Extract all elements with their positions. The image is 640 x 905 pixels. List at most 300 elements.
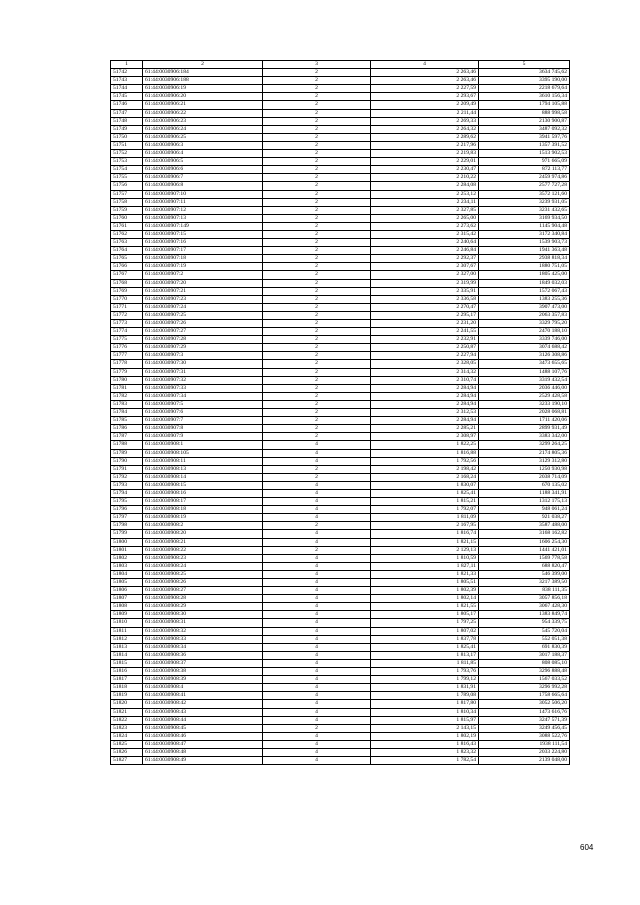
table-row xyxy=(111,230,570,238)
table-row xyxy=(111,190,570,198)
value-cell: 2 227,94 xyxy=(371,352,479,360)
cadastral-number-cell: 61:44:0030907:8 xyxy=(143,425,263,433)
category-cell: 2 xyxy=(263,320,371,328)
row-number-cell: 51746 xyxy=(111,101,143,109)
value-cell: 1 797,25 xyxy=(371,619,479,627)
row-number-cell: 51779 xyxy=(111,368,143,376)
cadastral-number-cell: 61:44:0030906:184 xyxy=(143,69,263,77)
category-cell: 2 xyxy=(263,93,371,101)
cadastral-number-cell: 61:44:0030907:11 xyxy=(143,198,263,206)
amount-cell: 3126 308,86 xyxy=(479,352,570,360)
value-cell: 2 227,59 xyxy=(371,85,479,93)
page-number: 604 xyxy=(580,843,594,852)
category-cell: 2 xyxy=(263,158,371,166)
value-cell: 2 328,05 xyxy=(371,360,479,368)
cadastral-number-cell: 61:44:0030908:22 xyxy=(143,546,263,554)
category-cell: 2 xyxy=(263,271,371,279)
amount-cell: 1539 903,73 xyxy=(479,239,570,247)
value-cell: 2 310,74 xyxy=(371,376,479,384)
amount-cell: 1880 751,05 xyxy=(479,263,570,271)
amount-cell: 921 038,27 xyxy=(479,514,570,522)
table-row xyxy=(111,425,570,433)
cadastral-number-cell: 61:44:0030907:149 xyxy=(143,222,263,230)
row-number-cell: 51751 xyxy=(111,141,143,149)
amount-cell: 545 720,04 xyxy=(479,627,570,635)
category-cell: 4 xyxy=(263,538,371,546)
cadastral-number-cell: 61:44:0030908:31 xyxy=(143,619,263,627)
row-number-cell: 51809 xyxy=(111,611,143,619)
amount-cell: 3907 473,00 xyxy=(479,303,570,311)
cadastral-number-cell: 61:44:0030906:3 xyxy=(143,141,263,149)
value-cell: 1 810,59 xyxy=(371,554,479,562)
row-number-cell: 51802 xyxy=(111,554,143,562)
value-cell: 2 209,49 xyxy=(371,101,479,109)
row-number-cell: 51817 xyxy=(111,676,143,684)
cadastral-number-cell: 61:44:0030908:30 xyxy=(143,611,263,619)
cadastral-number-cell: 61:44:0030906:4 xyxy=(143,150,263,158)
category-cell: 4 xyxy=(263,595,371,603)
row-number-cell: 51818 xyxy=(111,684,143,692)
row-number-cell: 51813 xyxy=(111,643,143,651)
value-cell: 2 229,01 xyxy=(371,158,479,166)
value-cell: 2 240,64 xyxy=(371,239,479,247)
amount-cell: 3247 571,39 xyxy=(479,716,570,724)
value-cell: 2 198,42 xyxy=(371,465,479,473)
value-cell: 2 253,12 xyxy=(371,190,479,198)
value-cell: 2 335,91 xyxy=(371,287,479,295)
table-row xyxy=(111,546,570,554)
category-cell: 2 xyxy=(263,425,371,433)
cadastral-number-cell: 61:44:0030907:10 xyxy=(143,190,263,198)
row-number-cell: 51748 xyxy=(111,117,143,125)
row-number-cell: 51776 xyxy=(111,344,143,352)
row-number-cell: 51767 xyxy=(111,271,143,279)
table-row xyxy=(111,700,570,708)
cadastral-number-cell: 61:44:0030908:11 xyxy=(143,457,263,465)
table-row xyxy=(111,295,570,303)
row-number-cell: 51768 xyxy=(111,279,143,287)
cadastral-number-cell: 61:44:0030907:23 xyxy=(143,295,263,303)
value-cell: 2 129,13 xyxy=(371,546,479,554)
table-row xyxy=(111,109,570,117)
category-cell: 2 xyxy=(263,352,371,360)
row-number-cell: 51789 xyxy=(111,449,143,457)
amount-cell: 2038 714,09 xyxy=(479,473,570,481)
table-row xyxy=(111,303,570,311)
row-number-cell: 51827 xyxy=(111,757,143,765)
row-number-cell: 51799 xyxy=(111,530,143,538)
row-number-cell: 51794 xyxy=(111,489,143,497)
cadastral-number-cell: 61:44:0030908:1 xyxy=(143,441,263,449)
cadastral-number-cell: 61:44:0030908:19 xyxy=(143,514,263,522)
value-cell: 2 319,99 xyxy=(371,279,479,287)
table-row xyxy=(111,174,570,182)
value-cell: 1 823,32 xyxy=(371,748,479,756)
cadastral-number-cell: 61:44:0030907:17 xyxy=(143,247,263,255)
category-cell: 2 xyxy=(263,400,371,408)
category-cell: 2 xyxy=(263,279,371,287)
category-cell: 4 xyxy=(263,668,371,676)
category-cell: 2 xyxy=(263,522,371,530)
row-number-cell: 51825 xyxy=(111,740,143,748)
row-number-cell: 51784 xyxy=(111,409,143,417)
value-cell: 2 263,46 xyxy=(371,69,479,77)
cadastral-number-cell: 61:44:0030907:34 xyxy=(143,392,263,400)
amount-cell: 3487 092,32 xyxy=(479,125,570,133)
table-row xyxy=(111,344,570,352)
row-number-cell: 51778 xyxy=(111,360,143,368)
value-cell: 1 799,12 xyxy=(371,676,479,684)
cadastral-number-cell: 61:44:0030908:32 xyxy=(143,627,263,635)
amount-cell: 872 113,77 xyxy=(479,166,570,174)
amount-cell: 1383 255,36 xyxy=(479,295,570,303)
amount-cell: 1513 902,53 xyxy=(479,150,570,158)
category-cell: 4 xyxy=(263,643,371,651)
table-row xyxy=(111,166,570,174)
category-cell: 4 xyxy=(263,530,371,538)
cadastral-number-cell: 61:44:0030907:33 xyxy=(143,384,263,392)
table-row xyxy=(111,360,570,368)
row-number-cell: 51820 xyxy=(111,700,143,708)
category-cell: 2 xyxy=(263,230,371,238)
row-number-cell: 51819 xyxy=(111,692,143,700)
row-number-cell: 51814 xyxy=(111,651,143,659)
table-row xyxy=(111,465,570,473)
category-cell: 2 xyxy=(263,190,371,198)
row-number-cell: 51744 xyxy=(111,85,143,93)
category-cell: 4 xyxy=(263,554,371,562)
category-cell: 2 xyxy=(263,336,371,344)
cadastral-number-cell: 61:44:0030907:15 xyxy=(143,230,263,238)
category-cell: 4 xyxy=(263,627,371,635)
cadastral-number-cell: 61:44:0030908:29 xyxy=(143,603,263,611)
amount-cell: 1805 425,00 xyxy=(479,271,570,279)
category-cell: 2 xyxy=(263,287,371,295)
amount-cell: 2218 679,64 xyxy=(479,85,570,93)
row-number-cell: 51749 xyxy=(111,125,143,133)
category-cell: 2 xyxy=(263,133,371,141)
amount-cell: 688 820,47 xyxy=(479,562,570,570)
cadastral-number-cell: 61:44:0030907:26 xyxy=(143,320,263,328)
row-number-cell: 51815 xyxy=(111,659,143,667)
cadastral-number-cell: 61:44:0030906:7 xyxy=(143,174,263,182)
row-number-cell: 51795 xyxy=(111,498,143,506)
value-cell: 1 837,78 xyxy=(371,635,479,643)
cadastral-number-cell: 61:44:0030908:15 xyxy=(143,481,263,489)
table-row xyxy=(111,206,570,214)
row-number-cell: 51803 xyxy=(111,562,143,570)
table-row xyxy=(111,740,570,748)
amount-cell: 3088 522,76 xyxy=(479,732,570,740)
amount-cell: 3067 428,30 xyxy=(479,603,570,611)
value-cell: 2 264,32 xyxy=(371,125,479,133)
category-cell: 4 xyxy=(263,732,371,740)
row-number-cell: 51790 xyxy=(111,457,143,465)
row-number-cell: 51769 xyxy=(111,287,143,295)
table-row xyxy=(111,748,570,756)
table-row xyxy=(111,182,570,190)
amount-cell: 546 399,00 xyxy=(479,570,570,578)
amount-cell: 1250 930,98 xyxy=(479,465,570,473)
category-cell: 4 xyxy=(263,716,371,724)
table-row xyxy=(111,255,570,263)
cadastral-number-cell: 61:44:0030908:27 xyxy=(143,587,263,595)
cadastral-number-cell: 61:44:0030906:24 xyxy=(143,125,263,133)
row-number-cell: 51757 xyxy=(111,190,143,198)
table-row xyxy=(111,530,570,538)
amount-cell: 3296 992,28 xyxy=(479,684,570,692)
cadastral-number-cell: 61:44:0030908:45 xyxy=(143,724,263,732)
amount-cell: 3587 488,00 xyxy=(479,522,570,530)
value-cell: 2 285,21 xyxy=(371,425,479,433)
amount-cell: 3231 432,65 xyxy=(479,206,570,214)
category-cell: 2 xyxy=(263,384,371,392)
cadastral-number-cell: 61:44:0030908:28 xyxy=(143,595,263,603)
cadastral-number-cell: 61:44:0030906:22 xyxy=(143,109,263,117)
amount-cell: 552 051,38 xyxy=(479,635,570,643)
row-number-cell: 51793 xyxy=(111,481,143,489)
category-cell: 4 xyxy=(263,587,371,595)
header-col-1: 1 xyxy=(111,61,143,69)
amount-cell: 670 135,02 xyxy=(479,481,570,489)
row-number-cell: 51753 xyxy=(111,158,143,166)
category-cell: 4 xyxy=(263,570,371,578)
row-number-cell: 51765 xyxy=(111,255,143,263)
value-cell: 2 289,62 xyxy=(371,133,479,141)
cadastral-number-cell: 61:44:0030907:31 xyxy=(143,368,263,376)
row-number-cell: 51777 xyxy=(111,352,143,360)
amount-cell: 1938 111,54 xyxy=(479,740,570,748)
value-cell: 1 825,41 xyxy=(371,643,479,651)
amount-cell: 1473 616,76 xyxy=(479,708,570,716)
amount-cell: 1758 665,64 xyxy=(479,692,570,700)
row-number-cell: 51808 xyxy=(111,603,143,611)
value-cell: 2 143,15 xyxy=(371,724,479,732)
table-row xyxy=(111,271,570,279)
cadastral-number-cell: 61:44:0030908:43 xyxy=(143,708,263,716)
amount-cell: 2470 188,10 xyxy=(479,328,570,336)
row-number-cell: 51807 xyxy=(111,595,143,603)
category-cell: 2 xyxy=(263,150,371,158)
row-number-cell: 51781 xyxy=(111,384,143,392)
category-cell: 4 xyxy=(263,603,371,611)
row-number-cell: 51774 xyxy=(111,328,143,336)
value-cell: 1 807,02 xyxy=(371,627,479,635)
table-row xyxy=(111,676,570,684)
value-cell: 1 813,17 xyxy=(371,651,479,659)
row-number-cell: 51785 xyxy=(111,417,143,425)
category-cell: 2 xyxy=(263,166,371,174)
row-number-cell: 51823 xyxy=(111,724,143,732)
cadastral-number-cell: 61:44:0030906:25 xyxy=(143,133,263,141)
amount-cell: 1567 033,52 xyxy=(479,676,570,684)
category-cell: 2 xyxy=(263,473,371,481)
amount-cell: 2130 900,87 xyxy=(479,117,570,125)
amount-cell: 2529 428,58 xyxy=(479,392,570,400)
table-row xyxy=(111,150,570,158)
row-number-cell: 51770 xyxy=(111,295,143,303)
category-cell: 2 xyxy=(263,546,371,554)
table-header xyxy=(111,61,570,69)
category-cell: 2 xyxy=(263,198,371,206)
category-cell: 2 xyxy=(263,392,371,400)
value-cell: 2 211,44 xyxy=(371,109,479,117)
cadastral-number-cell: 61:44:0030908:38 xyxy=(143,668,263,676)
table-row xyxy=(111,724,570,732)
value-cell: 1 822,25 xyxy=(371,441,479,449)
category-cell: 2 xyxy=(263,125,371,133)
table-row xyxy=(111,651,570,659)
value-cell: 2 315,42 xyxy=(371,230,479,238)
category-cell: 2 xyxy=(263,182,371,190)
table-row xyxy=(111,85,570,93)
table-row xyxy=(111,352,570,360)
table-row xyxy=(111,684,570,692)
cadastral-number-cell: 61:44:0030907:18 xyxy=(143,255,263,263)
row-number-cell: 51782 xyxy=(111,392,143,400)
cadastral-number-cell: 61:44:0030906:23 xyxy=(143,117,263,125)
amount-cell: 3168 162,82 xyxy=(479,530,570,538)
cadastral-number-cell: 61:44:0030908:36 xyxy=(143,651,263,659)
cadastral-number-cell: 61:44:0030908:41 xyxy=(143,692,263,700)
category-cell: 4 xyxy=(263,700,371,708)
row-number-cell: 51760 xyxy=(111,214,143,222)
value-cell: 1 816,74 xyxy=(371,530,479,538)
category-cell: 4 xyxy=(263,498,371,506)
cadastral-number-cell: 61:44:0030908:26 xyxy=(143,579,263,587)
row-number-cell: 51766 xyxy=(111,263,143,271)
category-cell: 2 xyxy=(263,433,371,441)
amount-cell: 954 339,75 xyxy=(479,619,570,627)
table-row xyxy=(111,757,570,765)
category-cell: 2 xyxy=(263,263,371,271)
amount-cell: 2033 224,80 xyxy=(479,748,570,756)
amount-cell: 3217 389,50 xyxy=(479,579,570,587)
amount-cell: 1145 904,48 xyxy=(479,222,570,230)
value-cell: 2 284,94 xyxy=(371,417,479,425)
category-cell: 4 xyxy=(263,562,371,570)
table-row xyxy=(111,247,570,255)
cadastral-number-cell: 61:44:0030907:6 xyxy=(143,409,263,417)
table-row xyxy=(111,473,570,481)
category-cell: 2 xyxy=(263,239,371,247)
row-number-cell: 51811 xyxy=(111,627,143,635)
table-row xyxy=(111,376,570,384)
value-cell: 2 293,67 xyxy=(371,93,479,101)
category-cell: 4 xyxy=(263,757,371,765)
value-cell: 1 782,54 xyxy=(371,757,479,765)
table-row xyxy=(111,587,570,595)
row-number-cell: 51822 xyxy=(111,716,143,724)
row-number-cell: 51792 xyxy=(111,473,143,481)
cadastral-number-cell: 61:44:0030907:3 xyxy=(143,352,263,360)
cadastral-number-cell: 61:44:0030906:21 xyxy=(143,101,263,109)
row-number-cell: 51763 xyxy=(111,239,143,247)
value-cell: 2 308,97 xyxy=(371,433,479,441)
value-cell: 2 263,46 xyxy=(371,77,479,85)
table-row xyxy=(111,69,570,77)
table-row xyxy=(111,222,570,230)
category-cell: 4 xyxy=(263,748,371,756)
table-row xyxy=(111,506,570,514)
category-cell: 2 xyxy=(263,101,371,109)
category-cell: 2 xyxy=(263,344,371,352)
category-cell: 4 xyxy=(263,506,371,514)
table-row xyxy=(111,692,570,700)
amount-cell: 3610 156,34 xyxy=(479,93,570,101)
value-cell: 2 312,53 xyxy=(371,409,479,417)
table-row xyxy=(111,433,570,441)
table-row xyxy=(111,279,570,287)
amount-cell: 2459 974,86 xyxy=(479,174,570,182)
row-number-cell: 51797 xyxy=(111,514,143,522)
cadastral-number-cell: 61:44:0030908:48 xyxy=(143,748,263,756)
row-number-cell: 51755 xyxy=(111,174,143,182)
value-cell: 2 327,00 xyxy=(371,271,479,279)
value-cell: 2 217,96 xyxy=(371,141,479,149)
table-row xyxy=(111,457,570,465)
row-number-cell: 51783 xyxy=(111,400,143,408)
value-cell: 1 821,55 xyxy=(371,603,479,611)
row-number-cell: 51824 xyxy=(111,732,143,740)
table-row xyxy=(111,198,570,206)
cadastral-number-cell: 61:44:0030908:13 xyxy=(143,465,263,473)
value-cell: 1 816,43 xyxy=(371,740,479,748)
table-row xyxy=(111,368,570,376)
category-cell: 2 xyxy=(263,117,371,125)
table-row xyxy=(111,158,570,166)
table-row xyxy=(111,311,570,319)
category-cell: 4 xyxy=(263,659,371,667)
amount-cell: 3169 934,50 xyxy=(479,214,570,222)
table-row xyxy=(111,554,570,562)
cadastral-number-cell: 61:44:0030907:5 xyxy=(143,400,263,408)
cadastral-number-cell: 61:44:0030907:28 xyxy=(143,336,263,344)
value-cell: 2 284,94 xyxy=(371,400,479,408)
row-number-cell: 51791 xyxy=(111,465,143,473)
amount-cell: 1357 391,52 xyxy=(479,141,570,149)
cadastral-number-cell: 61:44:0030907:29 xyxy=(143,344,263,352)
category-cell: 2 xyxy=(263,206,371,214)
cadastral-number-cell: 61:44:0030908:33 xyxy=(143,635,263,643)
value-cell: 1 805,51 xyxy=(371,579,479,587)
amount-cell: 1572 067,43 xyxy=(479,287,570,295)
category-cell: 2 xyxy=(263,141,371,149)
category-cell: 4 xyxy=(263,611,371,619)
category-cell: 4 xyxy=(263,619,371,627)
amount-cell: 1569 778,58 xyxy=(479,554,570,562)
amount-cell: 1383 849,74 xyxy=(479,611,570,619)
cadastral-number-cell: 61:44:0030907:25 xyxy=(143,311,263,319)
amount-cell: 3052 506,20 xyxy=(479,700,570,708)
table-row xyxy=(111,441,570,449)
cadastral-number-cell: 61:44:0030908:18 xyxy=(143,506,263,514)
table-body xyxy=(111,69,570,765)
value-cell: 1 827,11 xyxy=(371,562,479,570)
row-number-cell: 51821 xyxy=(111,708,143,716)
category-cell: 2 xyxy=(263,85,371,93)
category-cell: 2 xyxy=(263,255,371,263)
table-row xyxy=(111,603,570,611)
value-cell: 2 167,95 xyxy=(371,522,479,530)
category-cell: 2 xyxy=(263,174,371,182)
amount-cell: 3395 190,00 xyxy=(479,77,570,85)
amount-cell: 1849 032,03 xyxy=(479,279,570,287)
table-row xyxy=(111,336,570,344)
category-cell: 4 xyxy=(263,449,371,457)
table-row xyxy=(111,538,570,546)
row-number-cell: 51786 xyxy=(111,425,143,433)
